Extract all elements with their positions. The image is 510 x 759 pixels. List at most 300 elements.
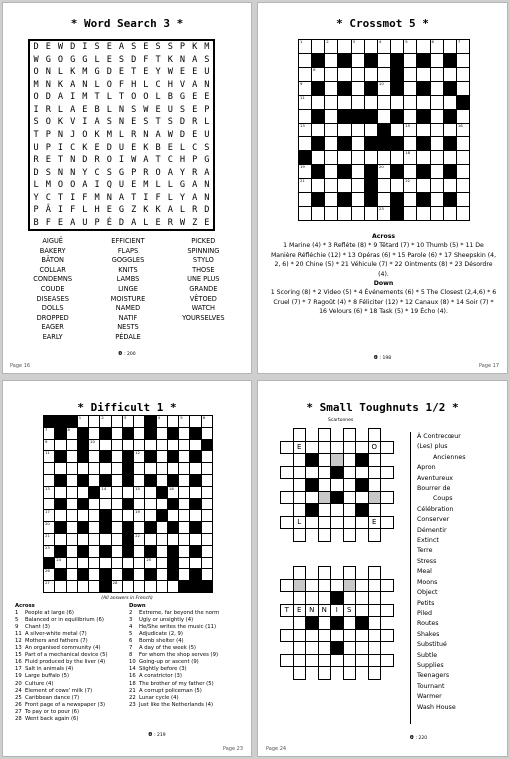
grid-cell[interactable]: C <box>155 79 161 90</box>
grid-cell[interactable] <box>318 591 332 605</box>
grid-cell[interactable] <box>168 510 178 521</box>
grid-cell[interactable]: P <box>204 104 210 115</box>
grid-cell[interactable] <box>312 179 324 192</box>
grid-cell[interactable]: M <box>82 67 88 78</box>
grid-cell[interactable] <box>305 466 319 480</box>
grid-cell[interactable] <box>179 499 189 510</box>
grid-cell[interactable] <box>338 151 350 164</box>
grid-cell[interactable] <box>67 581 77 592</box>
grid-cell[interactable]: A <box>192 54 198 65</box>
grid-cell[interactable] <box>391 40 403 53</box>
grid-cell[interactable] <box>157 569 167 580</box>
grid-cell[interactable] <box>280 654 294 668</box>
grid-cell[interactable]: D <box>82 155 88 166</box>
grid-cell[interactable] <box>330 453 344 467</box>
grid-cell[interactable]: B <box>155 142 161 153</box>
grid-cell[interactable]: E <box>106 205 112 216</box>
grid-cell[interactable] <box>179 487 189 498</box>
grid-cell[interactable]: G <box>118 205 125 216</box>
grid-cell[interactable] <box>202 487 212 498</box>
grid-cell[interactable] <box>112 569 122 580</box>
grid-cell[interactable]: E <box>106 42 112 53</box>
grid-cell[interactable] <box>293 604 307 618</box>
grid-cell[interactable] <box>343 566 357 580</box>
grid-cell[interactable] <box>293 579 307 593</box>
grid-cell[interactable] <box>368 666 382 680</box>
grid-cell[interactable] <box>78 510 88 521</box>
grid-cell[interactable]: N <box>179 54 186 65</box>
grid-cell[interactable] <box>457 68 469 81</box>
grid-cell[interactable] <box>355 604 369 618</box>
grid-cell[interactable]: F <box>155 192 161 203</box>
grid-cell[interactable] <box>352 151 364 164</box>
grid-cell[interactable]: R <box>33 155 39 166</box>
grid-cell[interactable] <box>89 475 99 486</box>
grid-cell[interactable] <box>55 510 65 521</box>
grid-cell[interactable] <box>378 82 390 95</box>
grid-cell[interactable]: L <box>179 142 186 153</box>
grid-cell[interactable] <box>431 82 443 95</box>
grid-cell[interactable] <box>44 428 54 439</box>
grid-cell[interactable]: L <box>167 192 173 203</box>
grid-cell[interactable]: R <box>94 155 100 166</box>
grid-cell[interactable]: M <box>143 180 149 191</box>
grid-cell[interactable] <box>145 534 155 545</box>
grid-cell[interactable] <box>391 124 403 137</box>
grid-cell[interactable] <box>89 558 99 569</box>
grid-cell[interactable] <box>365 96 377 109</box>
grid-cell[interactable] <box>202 451 212 462</box>
grid-cell[interactable] <box>134 475 144 486</box>
grid-cell[interactable]: D <box>106 67 112 78</box>
grid-cell[interactable] <box>312 68 324 81</box>
grid-cell[interactable]: F <box>82 192 88 203</box>
grid-cell[interactable] <box>368 516 382 530</box>
grid-cell[interactable] <box>404 110 416 123</box>
grid-cell[interactable] <box>293 654 307 668</box>
grid-cell[interactable] <box>145 581 155 592</box>
grid-cell[interactable] <box>293 428 307 442</box>
grid-cell[interactable]: E <box>192 129 198 140</box>
grid-cell[interactable] <box>431 165 443 178</box>
grid-cell[interactable]: C <box>192 142 198 153</box>
grid-cell[interactable]: A <box>192 180 198 191</box>
grid-cell[interactable]: E <box>155 217 161 228</box>
grid-cell[interactable] <box>318 566 332 580</box>
grid-cell[interactable] <box>330 478 344 492</box>
grid-cell[interactable] <box>318 491 332 505</box>
grid-cell[interactable] <box>112 463 122 474</box>
grid-cell[interactable] <box>368 654 382 668</box>
grid-cell[interactable]: P <box>131 167 137 178</box>
grid-cell[interactable] <box>134 581 144 592</box>
grid-cell[interactable]: D <box>179 117 186 128</box>
grid-cell[interactable] <box>352 179 364 192</box>
grid-cell[interactable] <box>89 534 99 545</box>
grid-cell[interactable] <box>168 581 178 592</box>
grid-cell[interactable]: O <box>82 129 88 140</box>
grid-cell[interactable]: E <box>155 104 161 115</box>
grid-cell[interactable] <box>202 475 212 486</box>
grid-cell[interactable]: S <box>131 104 137 115</box>
grid-cell[interactable] <box>305 579 319 593</box>
grid-cell[interactable]: K <box>94 129 100 140</box>
grid-cell[interactable]: L <box>143 217 149 228</box>
grid-cell[interactable] <box>202 428 212 439</box>
grid-cell[interactable] <box>157 451 167 462</box>
grid-cell[interactable] <box>404 54 416 67</box>
grid-cell[interactable] <box>312 207 324 220</box>
grid-cell[interactable] <box>67 440 77 451</box>
grid-cell[interactable] <box>380 654 394 668</box>
grid-cell[interactable] <box>202 534 212 545</box>
grid-cell[interactable]: D <box>179 129 186 140</box>
grid-cell[interactable] <box>44 463 54 474</box>
grid-cell[interactable] <box>168 534 178 545</box>
grid-cell[interactable] <box>190 440 200 451</box>
grid-cell[interactable] <box>293 516 307 530</box>
grid-cell[interactable] <box>431 179 443 192</box>
grid-cell[interactable] <box>330 441 344 455</box>
grid-cell[interactable] <box>343 666 357 680</box>
grid-cell[interactable] <box>157 475 167 486</box>
grid-cell[interactable] <box>112 499 122 510</box>
grid-cell[interactable] <box>391 179 403 192</box>
grid-cell[interactable]: E <box>94 142 100 153</box>
grid-cell[interactable] <box>179 510 189 521</box>
grid-cell[interactable] <box>134 522 144 533</box>
grid-cell[interactable]: K <box>143 142 149 153</box>
grid-cell[interactable] <box>157 416 167 427</box>
grid-cell[interactable] <box>89 451 99 462</box>
grid-cell[interactable] <box>318 579 332 593</box>
grid-cell[interactable] <box>305 491 319 505</box>
grid-cell[interactable] <box>457 137 469 150</box>
grid-cell[interactable] <box>179 440 189 451</box>
grid-cell[interactable]: E <box>179 67 186 78</box>
grid-cell[interactable]: S <box>179 104 186 115</box>
grid-cell[interactable] <box>325 137 337 150</box>
grid-cell[interactable]: O <box>131 92 137 103</box>
grid-cell[interactable] <box>157 534 167 545</box>
toughnut-grid-bottom[interactable] <box>280 566 394 680</box>
grid-cell[interactable]: K <box>155 205 161 216</box>
grid-cell[interactable] <box>123 558 133 569</box>
grid-cell[interactable]: U <box>118 142 125 153</box>
grid-cell[interactable] <box>134 569 144 580</box>
grid-cell[interactable] <box>134 534 144 545</box>
grid-cell[interactable] <box>55 487 65 498</box>
grid-cell[interactable] <box>417 179 429 192</box>
grid-cell[interactable] <box>457 82 469 95</box>
grid-cell[interactable] <box>318 604 332 618</box>
grid-cell[interactable] <box>202 569 212 580</box>
grid-cell[interactable]: I <box>143 192 149 203</box>
grid-cell[interactable]: U <box>204 67 210 78</box>
grid-cell[interactable] <box>378 179 390 192</box>
grid-cell[interactable]: P <box>45 142 51 153</box>
grid-cell[interactable] <box>112 522 122 533</box>
grid-cell[interactable] <box>325 179 337 192</box>
grid-cell[interactable]: E <box>204 92 210 103</box>
grid-cell[interactable] <box>280 579 294 593</box>
grid-cell[interactable]: B <box>94 104 100 115</box>
grid-cell[interactable] <box>55 440 65 451</box>
grid-cell[interactable] <box>338 124 350 137</box>
grid-cell[interactable] <box>89 428 99 439</box>
grid-cell[interactable] <box>330 503 344 517</box>
grid-cell[interactable] <box>343 629 357 643</box>
grid-cell[interactable] <box>457 165 469 178</box>
grid-cell[interactable] <box>67 510 77 521</box>
grid-cell[interactable] <box>404 151 416 164</box>
grid-cell[interactable] <box>299 165 311 178</box>
grid-cell[interactable] <box>44 581 54 592</box>
grid-cell[interactable] <box>417 151 429 164</box>
grid-cell[interactable]: U <box>33 142 39 153</box>
grid-cell[interactable] <box>89 440 99 451</box>
grid-cell[interactable] <box>343 441 357 455</box>
grid-cell[interactable]: U <box>204 129 210 140</box>
grid-cell[interactable] <box>352 82 364 95</box>
grid-cell[interactable]: I <box>70 92 76 103</box>
grid-cell[interactable] <box>325 110 337 123</box>
grid-cell[interactable]: K <box>82 142 88 153</box>
grid-cell[interactable] <box>365 124 377 137</box>
grid-cell[interactable] <box>112 416 122 427</box>
grid-cell[interactable]: U <box>167 104 173 115</box>
grid-cell[interactable]: H <box>167 79 173 90</box>
grid-cell[interactable]: R <box>143 167 149 178</box>
grid-cell[interactable] <box>89 463 99 474</box>
grid-cell[interactable]: U <box>118 180 125 191</box>
grid-cell[interactable] <box>368 591 382 605</box>
grid-cell[interactable]: M <box>82 92 88 103</box>
grid-cell[interactable] <box>391 96 403 109</box>
grid-cell[interactable] <box>368 616 382 630</box>
grid-cell[interactable] <box>391 151 403 164</box>
crossword-grid[interactable] <box>298 39 470 221</box>
grid-cell[interactable] <box>378 40 390 53</box>
grid-cell[interactable] <box>44 487 54 498</box>
grid-cell[interactable] <box>112 558 122 569</box>
grid-cell[interactable] <box>67 546 77 557</box>
grid-cell[interactable] <box>299 68 311 81</box>
grid-cell[interactable] <box>134 451 144 462</box>
grid-cell[interactable]: G <box>118 167 125 178</box>
grid-cell[interactable] <box>89 522 99 533</box>
grid-cell[interactable] <box>299 82 311 95</box>
grid-cell[interactable]: W <box>167 129 173 140</box>
grid-cell[interactable] <box>444 96 456 109</box>
grid-cell[interactable]: I <box>57 142 64 153</box>
grid-cell[interactable] <box>380 491 394 505</box>
grid-cell[interactable] <box>457 124 469 137</box>
grid-cell[interactable] <box>89 416 99 427</box>
grid-cell[interactable]: A <box>204 167 210 178</box>
grid-cell[interactable] <box>168 487 178 498</box>
grid-cell[interactable]: M <box>204 42 210 53</box>
grid-cell[interactable]: C <box>70 142 76 153</box>
grid-cell[interactable] <box>134 416 144 427</box>
grid-cell[interactable] <box>318 654 332 668</box>
grid-cell[interactable]: P <box>45 129 51 140</box>
grid-cell[interactable] <box>365 40 377 53</box>
grid-cell[interactable] <box>338 207 350 220</box>
grid-cell[interactable] <box>202 546 212 557</box>
grid-cell[interactable]: E <box>131 180 137 191</box>
grid-cell[interactable]: N <box>82 79 88 90</box>
grid-cell[interactable] <box>431 96 443 109</box>
grid-cell[interactable] <box>179 558 189 569</box>
grid-cell[interactable] <box>318 478 332 492</box>
grid-cell[interactable] <box>352 68 364 81</box>
grid-cell[interactable]: W <box>179 217 186 228</box>
grid-cell[interactable] <box>78 581 88 592</box>
grid-cell[interactable]: A <box>82 180 88 191</box>
grid-cell[interactable]: O <box>155 167 161 178</box>
grid-cell[interactable] <box>305 441 319 455</box>
grid-cell[interactable]: E <box>204 217 210 228</box>
grid-cell[interactable] <box>343 579 357 593</box>
grid-cell[interactable]: D <box>204 205 210 216</box>
grid-cell[interactable] <box>67 569 77 580</box>
grid-cell[interactable]: F <box>70 205 76 216</box>
grid-cell[interactable] <box>431 193 443 206</box>
grid-cell[interactable]: A <box>167 167 173 178</box>
grid-cell[interactable] <box>299 54 311 67</box>
grid-cell[interactable] <box>280 466 294 480</box>
grid-cell[interactable]: G <box>70 54 76 65</box>
grid-cell[interactable] <box>404 137 416 150</box>
grid-cell[interactable]: T <box>57 192 64 203</box>
grid-cell[interactable]: P <box>33 205 39 216</box>
grid-cell[interactable] <box>368 478 382 492</box>
grid-cell[interactable] <box>338 179 350 192</box>
grid-cell[interactable] <box>100 416 110 427</box>
grid-cell[interactable]: E <box>118 67 125 78</box>
grid-cell[interactable]: T <box>155 155 161 166</box>
grid-cell[interactable]: H <box>131 79 137 90</box>
grid-cell[interactable] <box>305 629 319 643</box>
grid-cell[interactable] <box>444 124 456 137</box>
grid-cell[interactable] <box>417 68 429 81</box>
grid-cell[interactable]: E <box>131 142 137 153</box>
grid-cell[interactable] <box>78 487 88 498</box>
grid-cell[interactable] <box>343 428 357 442</box>
grid-cell[interactable] <box>330 654 344 668</box>
grid-cell[interactable]: E <box>192 67 198 78</box>
grid-cell[interactable]: A <box>70 79 76 90</box>
grid-cell[interactable] <box>179 475 189 486</box>
grid-cell[interactable] <box>404 68 416 81</box>
grid-cell[interactable]: C <box>94 167 100 178</box>
grid-cell[interactable] <box>380 604 394 618</box>
grid-cell[interactable]: V <box>179 79 186 90</box>
grid-cell[interactable]: O <box>70 180 76 191</box>
grid-cell[interactable] <box>157 581 167 592</box>
grid-cell[interactable]: W <box>131 155 137 166</box>
grid-cell[interactable] <box>380 441 394 455</box>
grid-cell[interactable]: I <box>82 42 88 53</box>
grid-cell[interactable] <box>368 641 382 655</box>
grid-cell[interactable] <box>67 428 77 439</box>
grid-cell[interactable] <box>444 40 456 53</box>
grid-cell[interactable]: S <box>155 42 161 53</box>
grid-cell[interactable] <box>457 179 469 192</box>
grid-cell[interactable]: G <box>45 54 51 65</box>
grid-cell[interactable] <box>355 641 369 655</box>
grid-cell[interactable] <box>368 528 382 542</box>
grid-cell[interactable] <box>280 441 294 455</box>
grid-cell[interactable] <box>312 124 324 137</box>
grid-cell[interactable] <box>318 466 332 480</box>
grid-cell[interactable] <box>325 54 337 67</box>
grid-cell[interactable] <box>89 510 99 521</box>
grid-cell[interactable]: N <box>70 167 76 178</box>
grid-cell[interactable]: B <box>33 217 39 228</box>
grid-cell[interactable]: F <box>118 79 125 90</box>
grid-cell[interactable]: O <box>33 92 39 103</box>
grid-cell[interactable]: F <box>143 54 149 65</box>
grid-cell[interactable]: L <box>155 92 161 103</box>
grid-cell[interactable]: K <box>167 54 173 65</box>
grid-cell[interactable]: F <box>45 217 51 228</box>
grid-cell[interactable]: T <box>118 92 125 103</box>
grid-cell[interactable] <box>417 207 429 220</box>
grid-cell[interactable] <box>355 516 369 530</box>
grid-cell[interactable] <box>179 569 189 580</box>
grid-cell[interactable] <box>293 466 307 480</box>
grid-cell[interactable]: Y <box>155 67 161 78</box>
grid-cell[interactable] <box>330 629 344 643</box>
grid-cell[interactable]: O <box>57 54 64 65</box>
grid-cell[interactable]: W <box>33 54 39 65</box>
grid-cell[interactable]: R <box>192 167 198 178</box>
grid-cell[interactable] <box>123 510 133 521</box>
grid-cell[interactable] <box>431 151 443 164</box>
grid-cell[interactable]: W <box>143 104 149 115</box>
grid-cell[interactable]: S <box>106 117 112 128</box>
grid-cell[interactable] <box>112 428 122 439</box>
grid-cell[interactable]: R <box>167 217 173 228</box>
grid-cell[interactable] <box>330 516 344 530</box>
grid-cell[interactable] <box>368 428 382 442</box>
grid-cell[interactable] <box>67 522 77 533</box>
grid-cell[interactable]: O <box>143 92 149 103</box>
grid-cell[interactable] <box>380 466 394 480</box>
grid-cell[interactable]: Z <box>131 205 137 216</box>
grid-cell[interactable] <box>123 487 133 498</box>
grid-cell[interactable] <box>44 569 54 580</box>
grid-cell[interactable] <box>123 440 133 451</box>
grid-cell[interactable] <box>404 96 416 109</box>
grid-cell[interactable] <box>305 654 319 668</box>
grid-cell[interactable]: E <box>192 92 198 103</box>
grid-cell[interactable] <box>44 522 54 533</box>
grid-cell[interactable]: K <box>57 117 64 128</box>
grid-cell[interactable] <box>157 546 167 557</box>
grid-cell[interactable]: G <box>179 92 186 103</box>
grid-cell[interactable] <box>457 54 469 67</box>
grid-cell[interactable]: S <box>131 42 137 53</box>
grid-cell[interactable]: E <box>106 54 112 65</box>
grid-cell[interactable]: D <box>45 92 51 103</box>
grid-cell[interactable] <box>330 579 344 593</box>
grid-cell[interactable] <box>343 466 357 480</box>
grid-cell[interactable] <box>179 546 189 557</box>
grid-cell[interactable]: L <box>106 92 112 103</box>
